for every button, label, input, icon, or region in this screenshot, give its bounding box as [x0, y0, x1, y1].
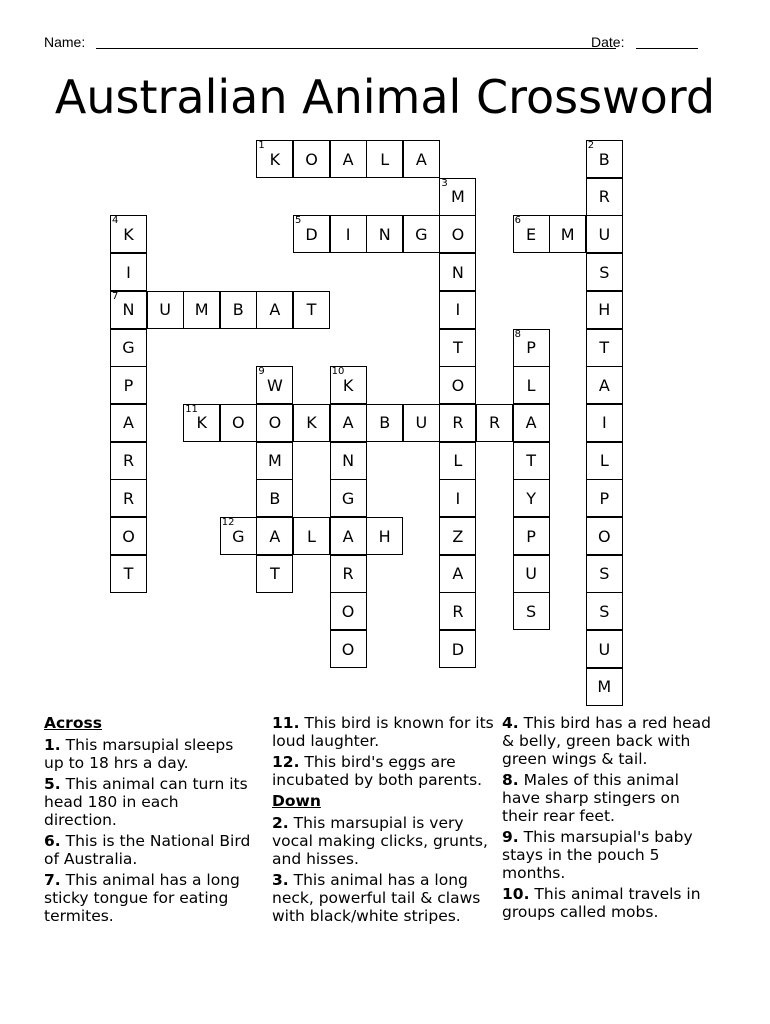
crossword-cell[interactable] — [110, 329, 147, 367]
clue-across-5: 5. This animal can turn its head 180 in each direction. — [44, 775, 248, 829]
clue-number: 6 — [514, 215, 521, 227]
crossword-cell[interactable] — [549, 215, 586, 253]
clue-down-3: 3. This animal has a long neck, powerful tail & claws with black/white stripes. — [272, 871, 481, 925]
cell-letter: K — [196, 413, 207, 433]
crossword-cell[interactable] — [439, 404, 476, 442]
cell-letter: T — [306, 300, 317, 320]
crossword-cell[interactable] — [293, 215, 330, 253]
crossword-cell[interactable] — [110, 479, 147, 517]
crossword-cell[interactable] — [439, 178, 476, 216]
cell-letter: R — [452, 601, 464, 621]
crossword-cell[interactable] — [330, 215, 367, 253]
crossword-cell[interactable] — [220, 404, 257, 442]
cell-letter: W — [266, 375, 283, 395]
crossword-cell[interactable] — [513, 592, 550, 630]
cell-letter: U — [415, 413, 428, 433]
clue-number: 7 — [112, 290, 119, 302]
cell-letter: U — [598, 224, 611, 244]
crossword-cell[interactable] — [586, 366, 623, 404]
crossword-cell[interactable] — [220, 517, 257, 555]
cell-letter: R — [452, 413, 464, 433]
crossword-cell[interactable] — [439, 479, 476, 517]
cell-letter: N — [342, 451, 355, 471]
crossword-cell[interactable] — [366, 215, 403, 253]
cell-letter: K — [269, 149, 281, 169]
name-field[interactable] — [96, 48, 616, 49]
cell-letter: E — [526, 224, 537, 244]
crossword-cell[interactable] — [110, 366, 147, 404]
cell-letter: B — [598, 149, 610, 169]
cell-letter: B — [232, 300, 244, 320]
crossword-cell[interactable] — [403, 215, 440, 253]
cell-letter: A — [598, 375, 610, 395]
crossword-cell[interactable] — [586, 140, 623, 178]
crossword-cell[interactable] — [439, 555, 476, 593]
cell-letter: O — [598, 526, 611, 546]
cell-letter: U — [598, 639, 611, 659]
cell-letter: T — [599, 338, 610, 357]
clue-number: 3 — [441, 177, 448, 189]
clue-down-9: 9. This marsupial's baby stays in the pouch 5 months. — [502, 828, 693, 882]
crossword-cell[interactable] — [330, 366, 367, 404]
cell-letter: O — [268, 413, 282, 433]
cell-letter: P — [526, 526, 536, 546]
crossword-cell[interactable] — [586, 442, 623, 480]
clue-number: 1 — [258, 140, 265, 151]
clue-across-6: 6. This is the National Bird of Australia. — [44, 832, 251, 868]
cell-letter: M — [267, 451, 282, 471]
crossword-cell[interactable] — [256, 517, 293, 555]
crossword-cell[interactable] — [439, 253, 476, 291]
cell-letter: M — [194, 300, 209, 320]
crossword-cell[interactable] — [366, 404, 403, 442]
crossword-cell[interactable] — [513, 215, 550, 253]
crossword-cell[interactable] — [330, 517, 367, 555]
crossword-cell[interactable] — [439, 592, 476, 630]
cell-letter: R — [342, 564, 354, 584]
cell-letter: R — [488, 413, 501, 433]
clue-down-10: 10. This animal travels in groups called mobs. — [502, 885, 701, 921]
cell-letter: D — [451, 639, 465, 659]
cell-letter: R — [122, 488, 135, 508]
crossword-cell[interactable] — [293, 404, 330, 442]
crossword-cell[interactable] — [513, 555, 550, 593]
date-label: Date: — [591, 34, 625, 50]
cell-letter: S — [599, 262, 610, 282]
crossword-cell[interactable] — [256, 479, 293, 517]
clue-down-8: 8. Males of this animal have sharp stingers on their rear feet. — [502, 771, 680, 825]
crossword-cell[interactable] — [439, 329, 476, 367]
crossword-cell[interactable] — [220, 291, 257, 329]
cell-letter: G — [232, 526, 245, 546]
clue-number: 8 — [514, 328, 521, 340]
cell-letter: L — [599, 451, 609, 471]
cell-letter: T — [526, 451, 536, 471]
crossword-cell[interactable] — [586, 215, 623, 253]
crossword-cell[interactable] — [586, 479, 623, 517]
crossword-cell[interactable] — [256, 140, 293, 178]
date-field[interactable] — [636, 48, 698, 49]
crossword-cell[interactable] — [110, 291, 147, 329]
crossword-cell[interactable] — [513, 366, 550, 404]
cell-letter: U — [525, 564, 537, 584]
clue-number: 11 — [185, 403, 198, 415]
cell-letter: L — [526, 375, 536, 395]
cell-letter: H — [378, 526, 391, 546]
down-heading: Down — [272, 792, 321, 810]
crossword-cell[interactable] — [476, 404, 513, 442]
cell-letter: H — [598, 300, 611, 320]
crossword-cell[interactable] — [586, 404, 623, 442]
crossword-cell[interactable] — [147, 291, 184, 329]
cell-letter: T — [123, 564, 134, 584]
crossword-cell[interactable] — [586, 178, 623, 216]
clue-number: 2 — [587, 140, 595, 151]
clue-column-3 — [502, 714, 717, 924]
cell-letter: A — [452, 564, 464, 584]
cell-letter: O — [451, 375, 465, 395]
cell-letter: O — [451, 224, 465, 244]
crossword-cell[interactable] — [110, 442, 147, 480]
crossword-cell[interactable] — [586, 517, 623, 555]
cell-letter: I — [601, 413, 607, 433]
cell-letter: N — [378, 224, 391, 244]
crossword-cell[interactable] — [110, 215, 147, 253]
crossword-cell[interactable] — [330, 630, 367, 668]
crossword-cell[interactable] — [330, 592, 367, 630]
crossword-cell[interactable] — [586, 291, 623, 329]
cell-letter: K — [123, 224, 134, 244]
crossword-cell[interactable] — [439, 366, 476, 404]
cell-letter: T — [270, 564, 280, 584]
cell-letter: A — [342, 526, 354, 546]
cell-letter: I — [455, 488, 461, 508]
cell-letter: L — [380, 149, 390, 169]
cell-letter: B — [269, 488, 281, 508]
cell-letter: N — [122, 300, 135, 320]
cell-letter: P — [526, 338, 536, 357]
crossword-cell[interactable] — [513, 404, 550, 442]
cell-letter: P — [599, 488, 610, 508]
crossword-cell[interactable] — [183, 291, 220, 329]
crossword-cell[interactable] — [513, 517, 550, 555]
crossword-cell[interactable] — [183, 404, 220, 442]
crossword-cell[interactable] — [366, 140, 403, 178]
crossword-cell[interactable] — [586, 555, 623, 593]
cell-letter: G — [341, 488, 355, 508]
cell-letter: M — [597, 677, 612, 697]
cell-letter: A — [415, 149, 427, 169]
cell-letter: S — [599, 564, 610, 584]
page-title: Australian Animal Crossword — [54, 70, 716, 124]
cell-letter: Z — [452, 526, 464, 546]
cell-letter: G — [122, 338, 135, 357]
crossword-cell[interactable] — [330, 404, 367, 442]
crossword-cell[interactable] — [256, 555, 293, 593]
cell-letter: U — [159, 300, 171, 320]
cell-letter: L — [453, 451, 463, 471]
cell-letter: L — [307, 526, 316, 546]
crossword-cell[interactable] — [586, 668, 623, 706]
cell-letter: I — [345, 224, 351, 244]
cell-letter: A — [342, 413, 354, 433]
crossword-cell[interactable] — [586, 329, 623, 367]
crossword-cell[interactable] — [110, 404, 147, 442]
crossword-cell[interactable] — [293, 140, 330, 178]
cell-letter: O — [122, 526, 135, 546]
crossword-cell[interactable] — [403, 140, 440, 178]
clue-number: 9 — [258, 366, 265, 378]
crossword-cell[interactable] — [256, 442, 293, 480]
crossword-cell[interactable] — [513, 329, 550, 367]
clue-across-11: 11. This bird is known for its loud laughter. — [272, 714, 494, 750]
crossword-cell[interactable] — [256, 291, 293, 329]
cell-letter: O — [232, 413, 245, 433]
clue-across-1: 1. This marsupial sleeps up to 18 hrs a day. — [44, 736, 234, 772]
crossword-cell[interactable] — [439, 215, 476, 253]
crossword-cell[interactable] — [439, 442, 476, 480]
crossword-cell[interactable] — [513, 479, 550, 517]
cell-letter: M — [450, 187, 465, 207]
cell-letter: I — [455, 300, 461, 320]
crossword-cell[interactable] — [110, 517, 147, 555]
crossword-cell[interactable] — [439, 630, 476, 668]
cell-letter: A — [269, 526, 281, 546]
cell-letter: B — [379, 413, 391, 433]
crossword-cell[interactable] — [586, 630, 623, 668]
cell-letter: P — [123, 375, 134, 395]
crossword-cell[interactable] — [439, 291, 476, 329]
cell-letter: K — [306, 413, 317, 433]
crossword-cell[interactable] — [256, 366, 293, 404]
cell-letter: D — [305, 224, 318, 244]
cell-letter: O — [305, 149, 318, 169]
crossword-cell[interactable] — [586, 592, 623, 630]
cell-letter: G — [415, 224, 428, 244]
crossword-cell[interactable] — [330, 479, 367, 517]
cell-letter: O — [341, 639, 355, 659]
clue-column-1 — [44, 714, 254, 928]
cell-letter: A — [269, 300, 281, 320]
clue-down-2: 2. This marsupial is very vocal making clicks, grunts, and hisses. — [272, 814, 488, 868]
clue-number: 12 — [221, 517, 235, 528]
crossword-cell[interactable] — [293, 291, 330, 329]
cell-letter: A — [525, 413, 537, 433]
clue-number: 4 — [112, 215, 119, 227]
crossword-cell[interactable] — [256, 404, 293, 442]
clue-across-7: 7. This animal has a long sticky tongue for eating termites. — [44, 871, 240, 925]
cell-letter: R — [598, 187, 610, 207]
cell-letter: T — [453, 338, 463, 357]
cell-letter: S — [599, 601, 610, 621]
clue-number: 10 — [331, 366, 345, 378]
cell-letter: M — [560, 224, 575, 244]
crossword-cell[interactable] — [586, 253, 623, 291]
crossword-cell[interactable] — [403, 404, 440, 442]
crossword-cell[interactable] — [110, 253, 147, 291]
crossword-cell[interactable] — [439, 517, 476, 555]
header-row — [44, 32, 704, 54]
cell-letter: Y — [526, 488, 536, 508]
name-label: Name: — [44, 34, 86, 50]
cell-letter: R — [122, 451, 135, 471]
crossword-cell[interactable] — [110, 555, 147, 593]
cell-letter: O — [341, 601, 355, 621]
clue-down-4: 4. This bird has a red head & belly, green back with green wings & tail. — [502, 714, 712, 768]
cell-letter: N — [451, 262, 464, 282]
cell-letter: A — [342, 149, 354, 169]
cell-letter: A — [123, 413, 134, 433]
crossword-cell[interactable] — [366, 517, 403, 555]
crossword-cell[interactable] — [293, 517, 330, 555]
crossword-cell[interactable] — [330, 442, 367, 480]
clue-column-2 — [272, 714, 494, 928]
crossword-cell[interactable] — [330, 555, 367, 593]
clue-number: 5 — [295, 215, 302, 227]
across-heading: Across — [44, 714, 102, 732]
cell-letter: K — [342, 375, 354, 395]
cell-letter: I — [126, 262, 131, 282]
cell-letter: S — [526, 601, 537, 621]
crossword-cell[interactable] — [513, 442, 550, 480]
clue-across-12: 12. This bird's eggs are incubated by both parents. — [272, 753, 483, 789]
crossword-cell[interactable] — [330, 140, 367, 178]
